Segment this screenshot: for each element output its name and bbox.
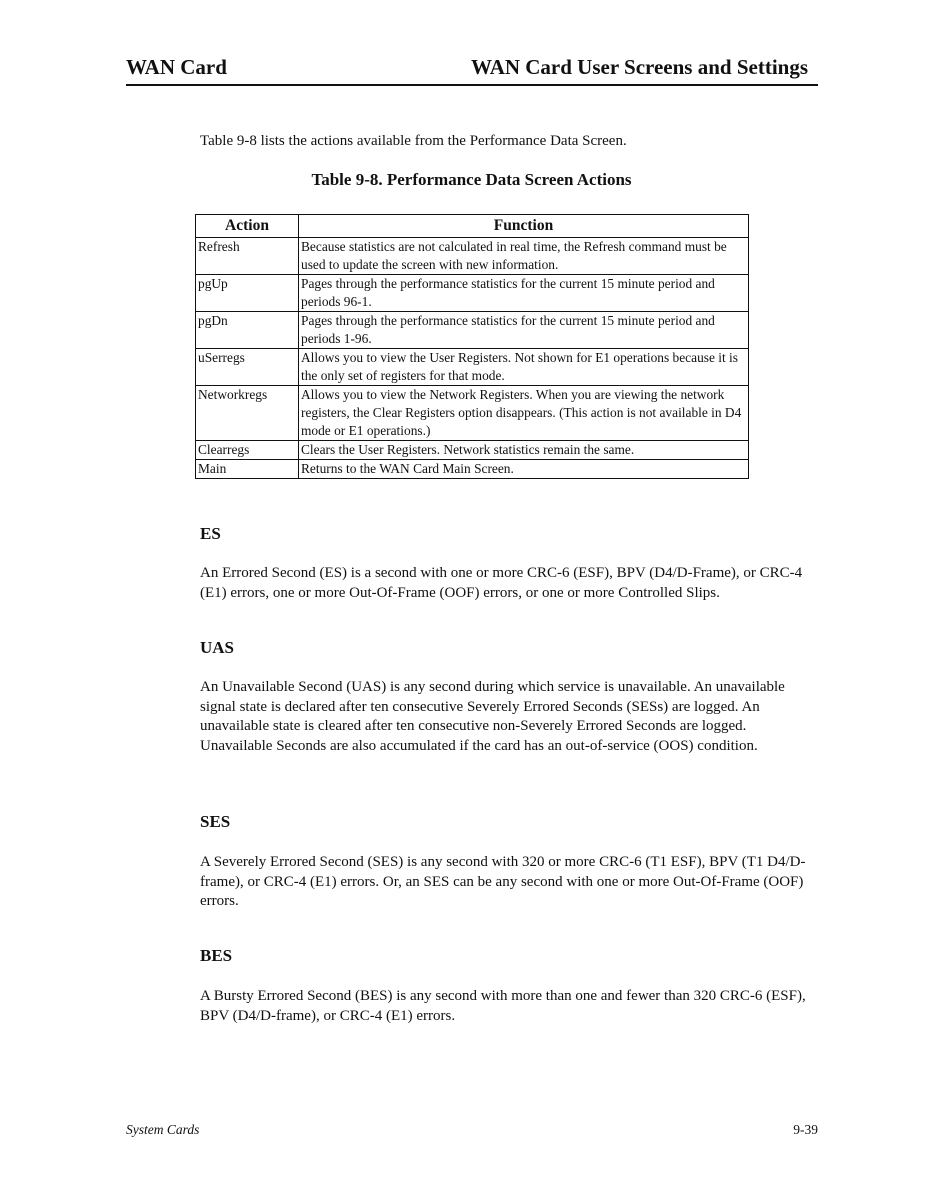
ses-heading: SES [200, 812, 231, 831]
uas-heading: UAS [200, 638, 235, 657]
table-row [196, 441, 749, 460]
es-heading: ES [200, 524, 221, 543]
chapter-title: WAN Card [126, 55, 227, 79]
action-cell: pgDn [196, 312, 299, 349]
intro-paragraph: Table 9-8 lists the actions available from the Performance Data Screen. [200, 133, 627, 149]
table-row [196, 275, 749, 312]
column-header-action: Action [196, 215, 299, 238]
action-cell: uSerregs [196, 349, 299, 386]
bes-heading: BES [200, 946, 233, 965]
page-number: 9-39 [793, 1122, 818, 1137]
column-header-function: Function [299, 215, 749, 238]
action-cell: Refresh [196, 238, 299, 275]
function-cell: Pages through the performance statistics for the current 15 minute period and periods 96-1. [299, 275, 749, 312]
action-cell: Networkregs [196, 386, 299, 441]
table-header-row [196, 215, 749, 238]
actions-table [195, 214, 749, 479]
uas-paragraph: An Unavailable Second (UAS) is any second during which service is unavailable. An unavailable signal state is declared after ten consecutive Severely Errored Seconds (SESs) are logged. An unavailable state is cleared after ten consecutive non-Severely Errored Seconds are logged. Unavailable Seconds are also accumulated if the card has an out-of-service (OOS) condition. [200, 679, 785, 754]
page-header [126, 54, 818, 86]
action-cell: Clearregs [196, 441, 299, 460]
action-cell: pgUp [196, 275, 299, 312]
function-cell: Because statistics are not calculated in real time, the Refresh command must be used to update the screen with new information. [299, 238, 749, 275]
section-title: WAN Card User Screens and Settings [471, 55, 808, 79]
table-row [196, 312, 749, 349]
es-paragraph: An Errored Second (ES) is a second with one or more CRC-6 (ESF), BPV (D4/D-Frame), or CRC-4 (E1) errors, one or more Out-Of-Frame (OOF) errors, or one or more Controlled Slips. [200, 565, 803, 601]
function-cell: Clears the User Registers. Network statistics remain the same. [299, 441, 749, 460]
function-cell: Allows you to view the Network Registers. When you are viewing the network registers, the Clear Registers option disappears. (This action is not available in D4 mode or E1 operations.) [299, 386, 749, 441]
table-row [196, 349, 749, 386]
function-cell: Allows you to view the User Registers. Not shown for E1 operations because it is the only set of registers for that mode. [299, 349, 749, 386]
table-row [196, 460, 749, 479]
function-cell: Pages through the performance statistics for the current 15 minute period and periods 1-96. [299, 312, 749, 349]
footer-book-title: System Cards [126, 1122, 200, 1137]
action-cell: Main [196, 460, 299, 479]
table-row [196, 386, 749, 441]
table-row [196, 238, 749, 275]
table-caption: Table 9-8. Performance Data Screen Actions [311, 170, 632, 189]
function-cell: Returns to the WAN Card Main Screen. [299, 460, 749, 479]
bes-paragraph: A Bursty Errored Second (BES) is any second with more than one and fewer than 320 CRC-6 (ESF), BPV (D4/D-frame), or CRC-4 (E1) errors. [200, 988, 806, 1024]
ses-paragraph: A Severely Errored Second (SES) is any second with 320 or more CRC-6 (T1 ESF), BPV (T1 D4/D-frame), or CRC-4 (E1) errors. Or, an SES can be any second with one or more Out-Of-Frame (OOF) errors. [200, 854, 806, 909]
